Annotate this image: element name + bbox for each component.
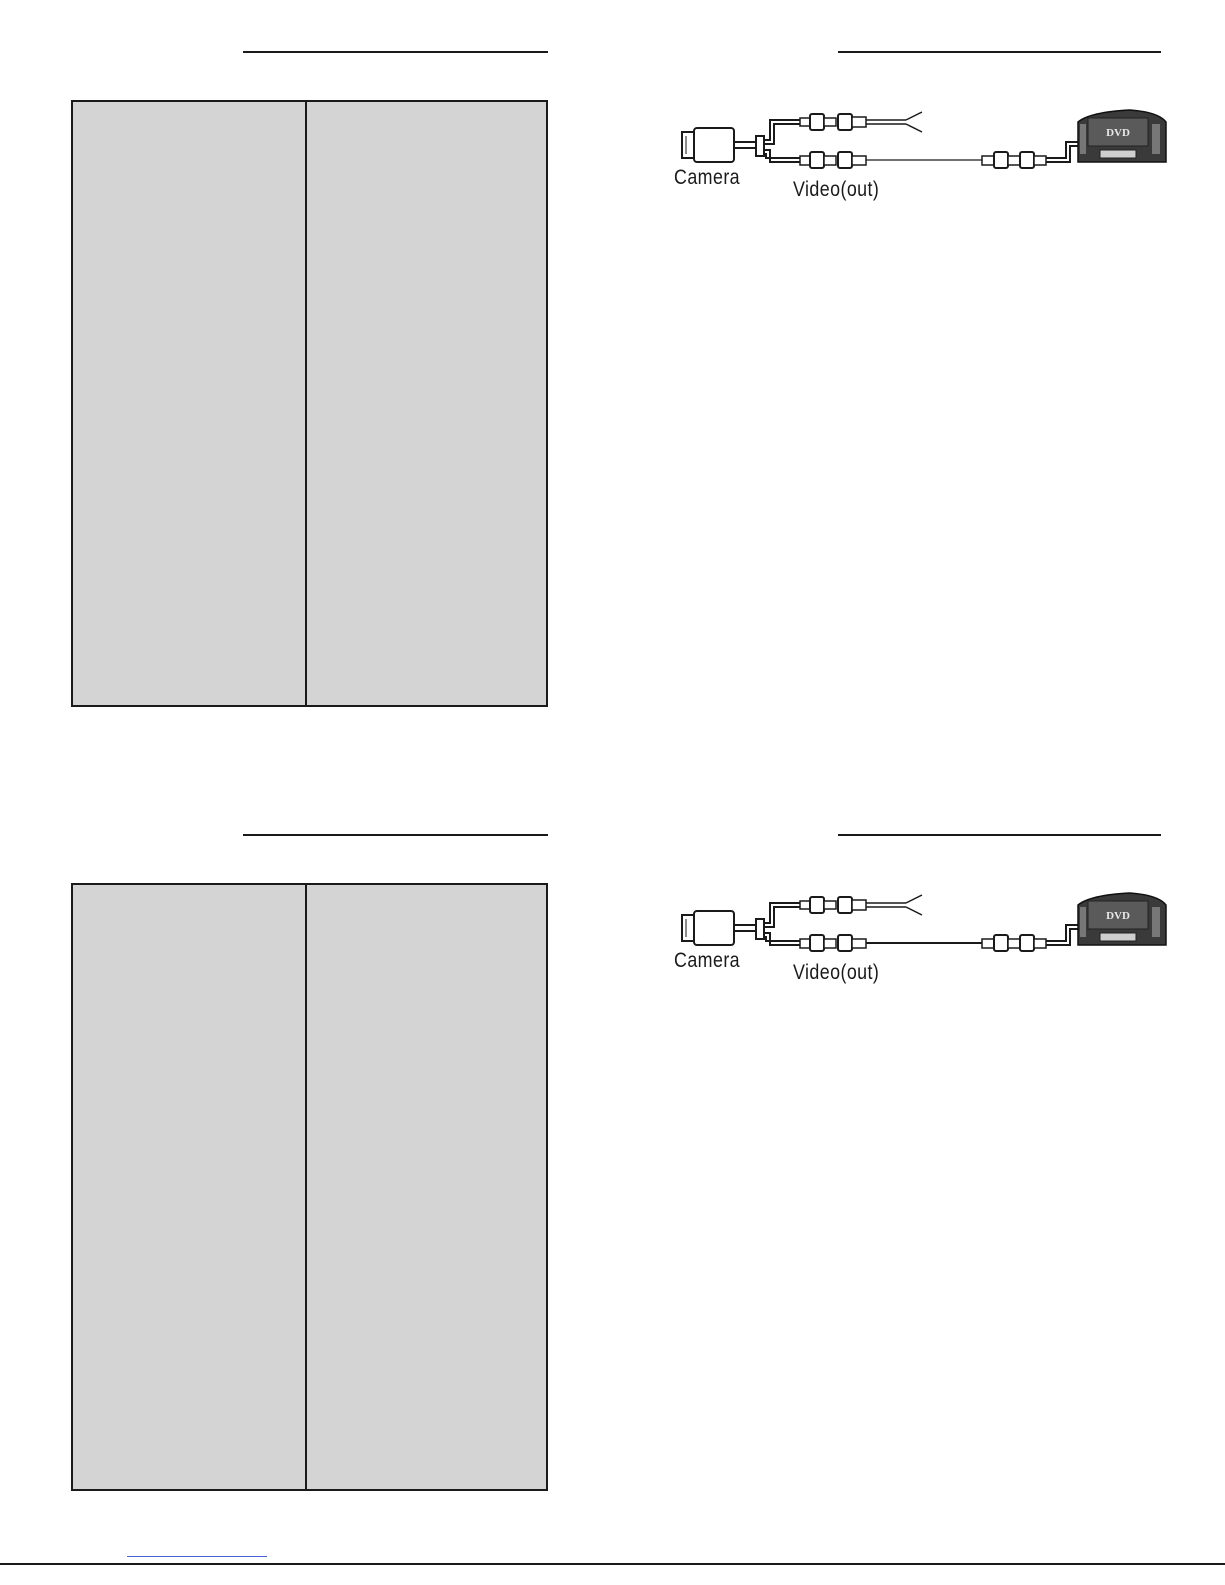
table-row bbox=[72, 884, 547, 1187]
bottom-spec-table-body bbox=[72, 884, 547, 1490]
table-cell-label bbox=[72, 884, 306, 1187]
table-cell-label bbox=[72, 1187, 306, 1490]
power-cable-icon bbox=[764, 112, 922, 144]
wiring-illustration bbox=[660, 883, 1180, 998]
bottom-left-header-rule bbox=[243, 834, 548, 836]
bottom-right-header-rule bbox=[838, 834, 1161, 836]
camera-label: Camera bbox=[674, 949, 741, 972]
table-cell-value bbox=[306, 884, 547, 1187]
top-left-header-rule bbox=[243, 51, 548, 53]
wiring-illustration bbox=[660, 100, 1180, 215]
top-spec-table-body bbox=[72, 101, 547, 706]
table-row bbox=[72, 404, 547, 707]
table-row bbox=[72, 101, 547, 404]
dvd-monitor-icon bbox=[1078, 893, 1166, 945]
top-right-header-rule bbox=[838, 51, 1161, 53]
camera-icon bbox=[682, 911, 764, 945]
monitor-label: DVD bbox=[1106, 910, 1130, 922]
top-spec-table bbox=[71, 100, 548, 707]
video-cable-icon bbox=[764, 925, 1078, 951]
table-cell-value bbox=[306, 404, 547, 707]
table-row bbox=[72, 1187, 547, 1490]
bottom-spec-table bbox=[71, 883, 548, 1491]
power-cable-icon bbox=[764, 895, 922, 927]
video-out-label: Video(out) bbox=[793, 961, 880, 984]
dvd-monitor-icon bbox=[1078, 110, 1166, 162]
camera-icon bbox=[682, 128, 764, 162]
video-out-label: Video(out) bbox=[793, 178, 880, 201]
monitor-label: DVD bbox=[1106, 127, 1130, 139]
table-cell-value bbox=[306, 1187, 547, 1490]
footer-rule bbox=[0, 1563, 1225, 1565]
bottom-wiring-diagram bbox=[660, 883, 1180, 998]
camera-label: Camera bbox=[674, 166, 741, 189]
top-wiring-diagram bbox=[660, 100, 1180, 215]
footer-link[interactable] bbox=[127, 1556, 267, 1557]
table-cell-label bbox=[72, 101, 306, 404]
table-cell-value bbox=[306, 101, 547, 404]
video-cable-icon bbox=[764, 142, 1078, 168]
table-cell-label bbox=[72, 404, 306, 707]
